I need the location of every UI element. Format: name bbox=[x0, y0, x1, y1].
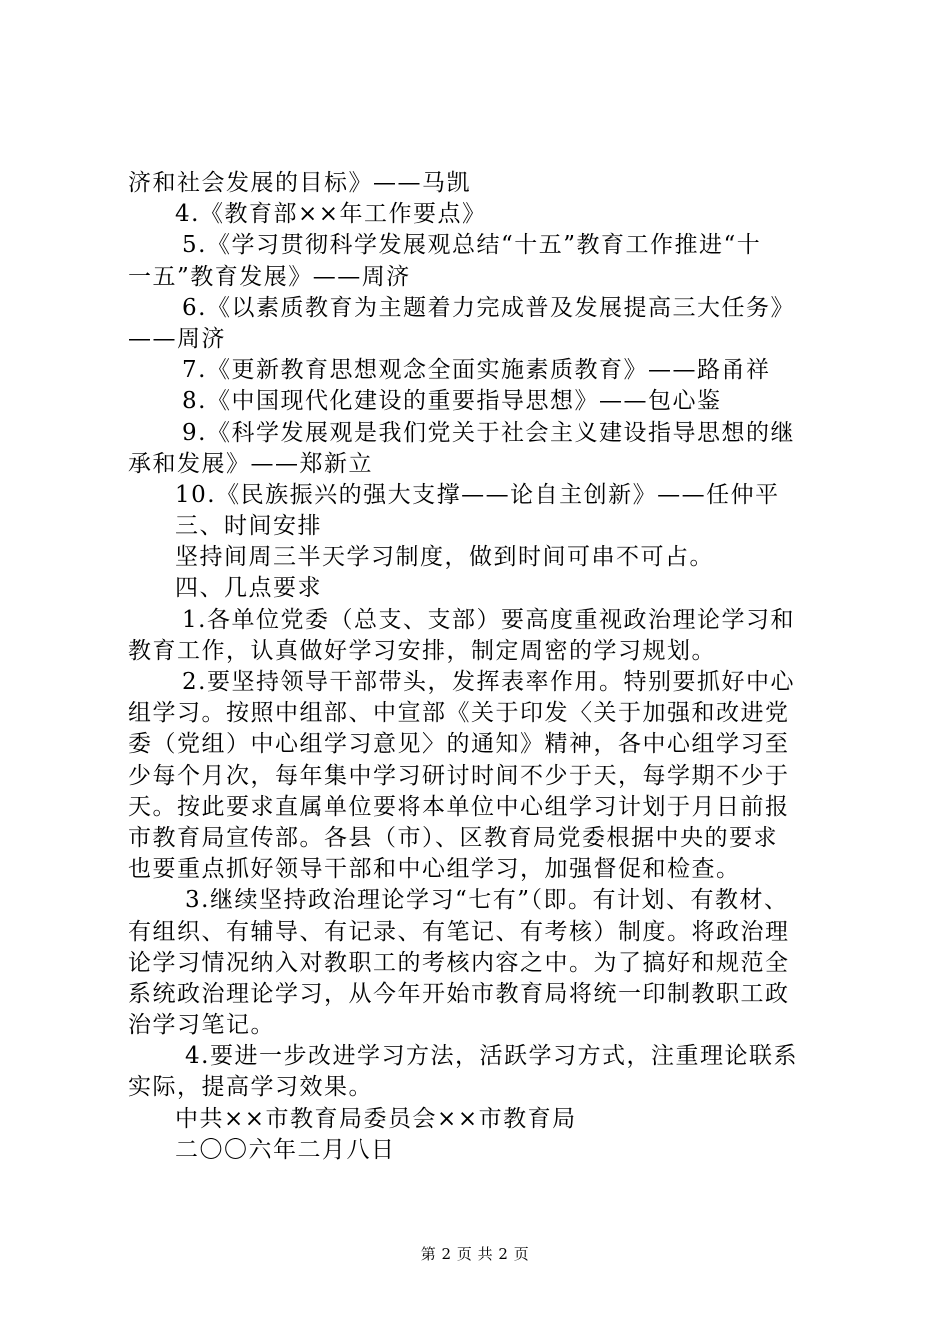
document-body bbox=[128, 168, 838, 1166]
list-item: 7.《更新教育思想观念全面实施素质教育》——路甬祥 bbox=[182, 357, 771, 384]
paragraph-line: 坚持间周三半天学习制度，做到时间可串不可占。 bbox=[175, 544, 714, 571]
text-line: 委（党组）中心组学习意见〉的通知》精神，各中心组学习至 bbox=[128, 731, 790, 758]
text-line: 论学习情况纳入对教职工的考核内容之中。为了搞好和规范全 bbox=[128, 949, 790, 976]
text-line: 有组织、有辅导、有记录、有笔记、有考核）制度。将政治理 bbox=[128, 918, 790, 945]
text-line: 系统政治理论学习，从今年开始市教育局将统一印制教职工政 bbox=[128, 980, 790, 1007]
text-line: 一五”教育发展》——周济 bbox=[128, 263, 411, 290]
section-heading: 四、几点要求 bbox=[175, 575, 322, 602]
text-line: 少每个月次，每年集中学习研讨时间不少于天，每学期不少于 bbox=[128, 762, 790, 789]
list-item: 4.《教育部××年工作要点》 bbox=[175, 201, 487, 228]
text-line: 济和社会发展的目标》——马凯 bbox=[128, 170, 471, 196]
signature-organization: 中共××市教育局委员会××市教育局 bbox=[175, 1105, 577, 1132]
text-line: ——周济 bbox=[128, 325, 226, 352]
signature-date: 二〇〇六年二月八日 bbox=[175, 1136, 396, 1163]
text-line: 治学习笔记。 bbox=[128, 1012, 275, 1039]
list-item: 2.要坚持领导干部带头，发挥表率作用。特别要抓好中心 bbox=[182, 669, 795, 695]
text-line: 承和发展》——郑新立 bbox=[128, 450, 373, 477]
page-number-footer: 第 2 页 共 2 页 bbox=[420, 1245, 530, 1263]
list-item: 10.《民族振兴的强大支撑——论自主创新》——任仲平 bbox=[175, 481, 780, 508]
text-line: 也要重点抓好领导干部和中心组学习，加强督促和检查。 bbox=[128, 856, 741, 883]
text-line: 天。按此要求直属单位要将本单位中心组学习计划于月日前报 bbox=[128, 793, 790, 820]
text-line: 市教育局宣传部。各县（市）、区教育局党委根据中央的要求 bbox=[128, 824, 778, 851]
list-item: 9.《科学发展观是我们党关于社会主义建设指导思想的继 bbox=[182, 419, 795, 446]
text-line: 组学习。按照中组部、中宣部《关于印发〈关于加强和改进党 bbox=[128, 700, 790, 727]
list-item: 4.要进一步改进学习方法，活跃学习方式，注重理论联系 bbox=[185, 1043, 798, 1070]
list-item: 6.《以素质教育为主题着力完成普及发展提高三大任务》 bbox=[182, 294, 795, 321]
list-item: 8.《中国现代化建设的重要指导思想》——包心鉴 bbox=[182, 388, 722, 415]
text-line: 实际，提高学习效果。 bbox=[128, 1074, 373, 1101]
text-line: 教育工作，认真做好学习安排，制定周密的学习规划。 bbox=[128, 637, 716, 664]
list-item: 5.《学习贯彻科学发展观总结“十五”教育工作推进“十 bbox=[182, 232, 762, 259]
list-item: 1.各单位党委（总支、支部）要高度重视政治理论学习和 bbox=[182, 606, 795, 633]
list-item: 3.继续坚持政治理论学习“七有”（即。有计划、有教材、 bbox=[185, 887, 789, 914]
section-heading: 三、时间安排 bbox=[175, 513, 322, 540]
